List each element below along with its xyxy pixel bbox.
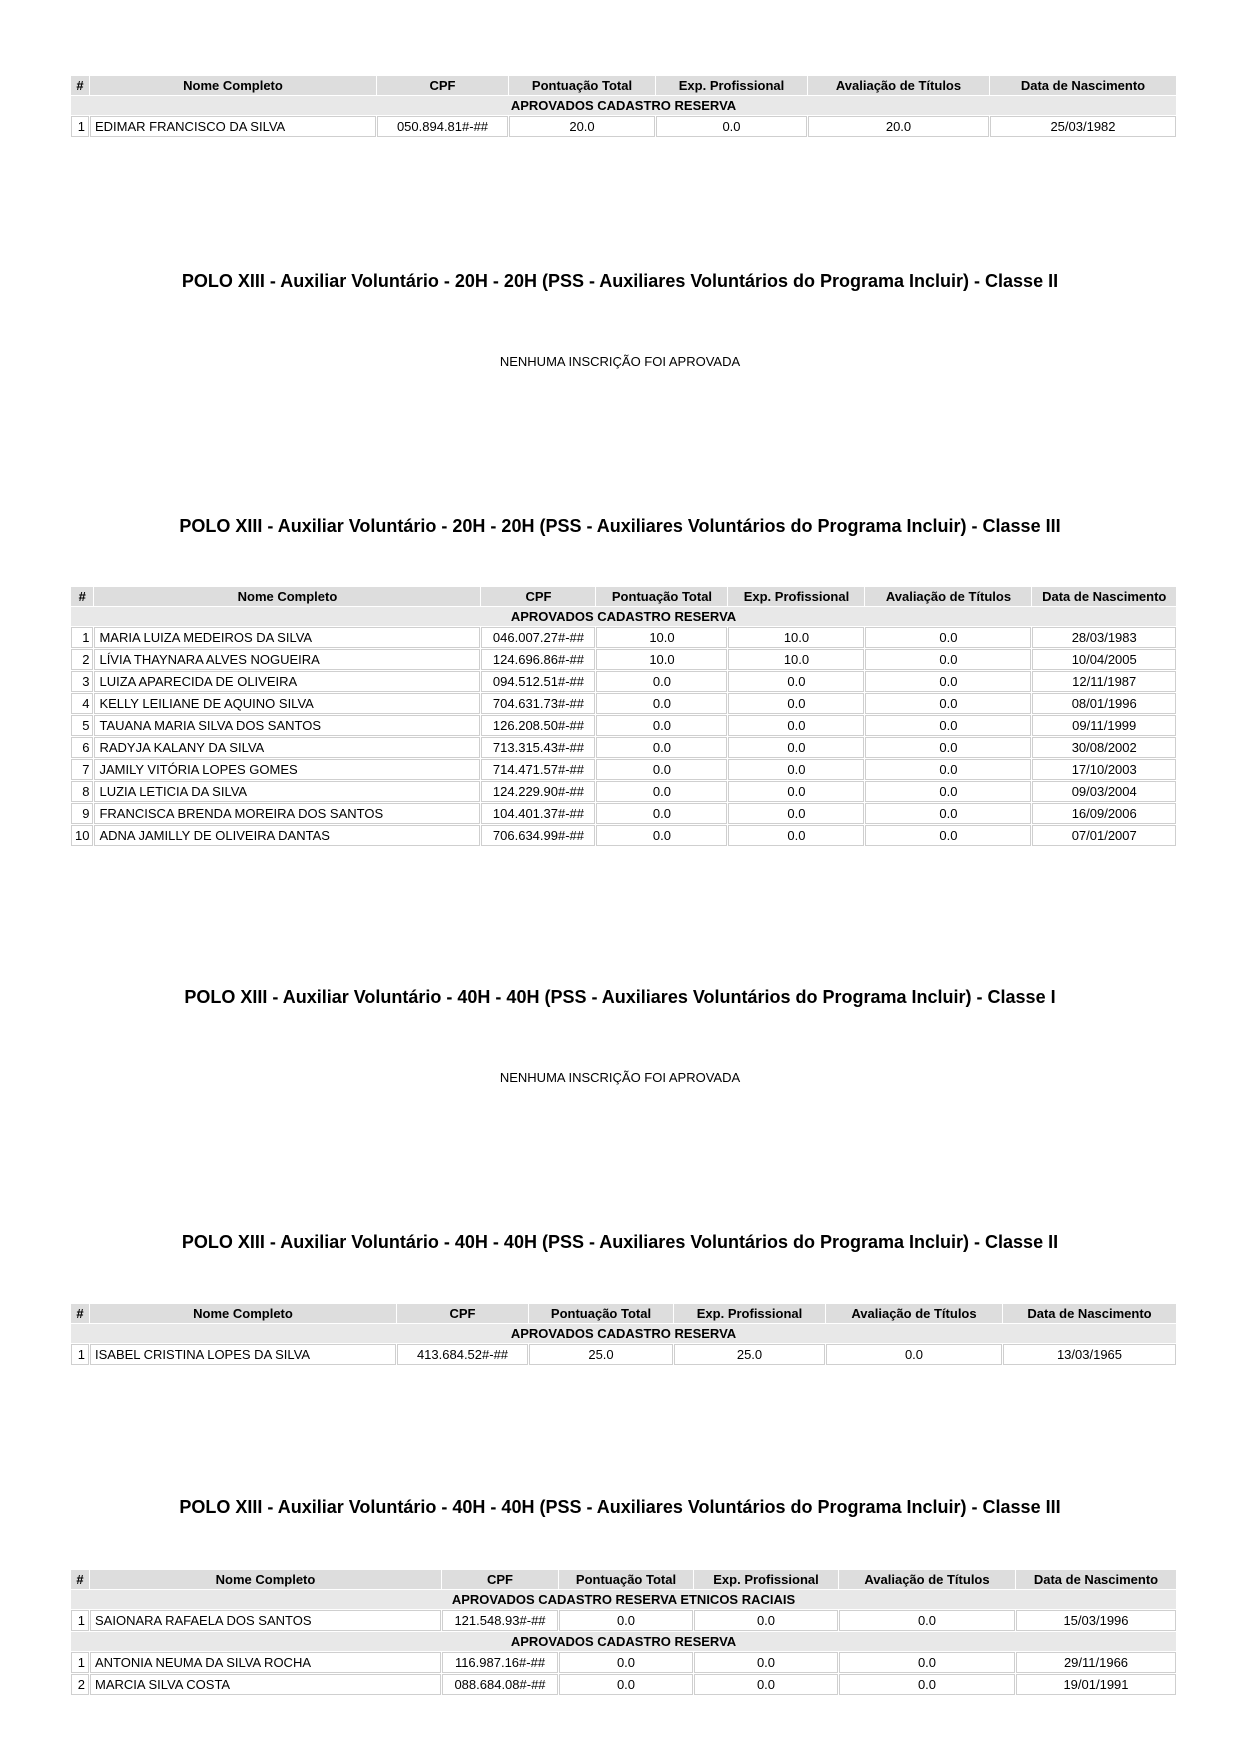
col-birth-header: Data de Nascimento bbox=[1016, 1570, 1176, 1589]
col-total-header: Pontuação Total bbox=[596, 587, 727, 606]
row-titles: 0.0 bbox=[865, 693, 1031, 714]
table-row bbox=[71, 116, 1176, 137]
row-exp: 0.0 bbox=[694, 1674, 838, 1695]
row-number: 1 bbox=[71, 1652, 89, 1673]
row-birth: 09/03/2004 bbox=[1032, 781, 1176, 802]
row-total: 0.0 bbox=[559, 1674, 693, 1695]
row-exp: 10.0 bbox=[728, 649, 864, 670]
table-row bbox=[71, 649, 1176, 670]
group-label: APROVADOS CADASTRO RESERVA bbox=[71, 1324, 1176, 1343]
row-cpf: 050.894.81#-## bbox=[377, 116, 508, 137]
row-number: 9 bbox=[71, 803, 93, 824]
row-total: 0.0 bbox=[596, 803, 727, 824]
row-number: 5 bbox=[71, 715, 93, 736]
table-header-row bbox=[71, 1570, 1176, 1589]
row-cpf: 046.007.27#-## bbox=[481, 627, 595, 648]
row-name: SAIONARA RAFAELA DOS SANTOS bbox=[90, 1610, 441, 1631]
row-titles: 0.0 bbox=[865, 649, 1031, 670]
section-title-40h-classe-i: POLO XIII - Auxiliar Voluntário - 40H - 40H (PSS - Auxiliares Voluntários do Programa Incluir) - Classe I bbox=[184, 987, 1056, 1007]
col-birth-header: Data de Nascimento bbox=[1003, 1304, 1176, 1323]
row-cpf: 124.696.86#-## bbox=[481, 649, 595, 670]
row-name: JAMILY VITÓRIA LOPES GOMES bbox=[94, 759, 480, 780]
col-name-header: Nome Completo bbox=[90, 76, 376, 95]
col-titles-header: Avaliação de Títulos bbox=[839, 1570, 1015, 1589]
table-row bbox=[71, 715, 1176, 736]
row-cpf: 413.684.52#-## bbox=[397, 1344, 528, 1365]
row-titles: 0.0 bbox=[865, 715, 1031, 736]
table-row bbox=[71, 759, 1176, 780]
group-label: APROVADOS CADASTRO RESERVA bbox=[71, 96, 1176, 115]
row-birth: 16/09/2006 bbox=[1032, 803, 1176, 824]
group-row bbox=[71, 1632, 1176, 1651]
row-name: LÍVIA THAYNARA ALVES NOGUEIRA bbox=[94, 649, 480, 670]
table-row bbox=[71, 1610, 1176, 1631]
col-cpf-header: CPF bbox=[377, 76, 508, 95]
col-exp-header: Exp. Profissional bbox=[728, 587, 864, 606]
row-cpf: 714.471.57#-## bbox=[481, 759, 595, 780]
col-cpf-header: CPF bbox=[481, 587, 595, 606]
results-table-top bbox=[70, 75, 1177, 138]
group-label: APROVADOS CADASTRO RESERVA bbox=[71, 607, 1176, 626]
row-birth: 30/08/2002 bbox=[1032, 737, 1176, 758]
table-row bbox=[71, 825, 1176, 846]
col-number-header: # bbox=[71, 587, 93, 606]
row-total: 0.0 bbox=[559, 1610, 693, 1631]
table-row bbox=[71, 737, 1176, 758]
col-number-header: # bbox=[71, 76, 89, 95]
row-number: 1 bbox=[71, 1610, 89, 1631]
col-cpf-header: CPF bbox=[397, 1304, 528, 1323]
row-total: 0.0 bbox=[596, 737, 727, 758]
col-number-header: # bbox=[71, 1570, 89, 1589]
col-exp-header: Exp. Profissional bbox=[674, 1304, 825, 1323]
row-name: ANTONIA NEUMA DA SILVA ROCHA bbox=[90, 1652, 441, 1673]
row-name: LUIZA APARECIDA DE OLIVEIRA bbox=[94, 671, 480, 692]
col-exp-header: Exp. Profissional bbox=[694, 1570, 838, 1589]
row-titles: 0.0 bbox=[839, 1610, 1015, 1631]
row-exp: 0.0 bbox=[694, 1610, 838, 1631]
table-header-row bbox=[71, 587, 1176, 606]
results-table-40h-classe-ii bbox=[70, 1303, 1177, 1366]
row-name: MARIA LUIZA MEDEIROS DA SILVA bbox=[94, 627, 480, 648]
row-birth: 10/04/2005 bbox=[1032, 649, 1176, 670]
row-exp: 10.0 bbox=[728, 627, 864, 648]
table-row bbox=[71, 1344, 1176, 1365]
table-header-row bbox=[71, 76, 1176, 95]
col-name-header: Nome Completo bbox=[90, 1304, 396, 1323]
row-exp: 0.0 bbox=[728, 693, 864, 714]
row-birth: 25/03/1982 bbox=[990, 116, 1176, 137]
group-row bbox=[71, 96, 1176, 115]
col-exp-header: Exp. Profissional bbox=[656, 76, 807, 95]
row-titles: 0.0 bbox=[865, 671, 1031, 692]
row-cpf: 104.401.37#-## bbox=[481, 803, 595, 824]
empty-message: NENHUMA INSCRIÇÃO FOI APROVADA bbox=[499, 1070, 741, 1085]
row-exp: 0.0 bbox=[656, 116, 807, 137]
col-birth-header: Data de Nascimento bbox=[1032, 587, 1176, 606]
results-table-40h-classe-iii bbox=[70, 1569, 1177, 1696]
row-titles: 0.0 bbox=[826, 1344, 1002, 1365]
row-birth: 12/11/1987 bbox=[1032, 671, 1176, 692]
row-cpf: 088.684.08#-## bbox=[442, 1674, 558, 1695]
row-birth: 09/11/1999 bbox=[1032, 715, 1176, 736]
col-name-header: Nome Completo bbox=[94, 587, 480, 606]
row-titles: 20.0 bbox=[808, 116, 989, 137]
row-titles: 0.0 bbox=[865, 803, 1031, 824]
row-cpf: 713.315.43#-## bbox=[481, 737, 595, 758]
row-cpf: 706.634.99#-## bbox=[481, 825, 595, 846]
row-birth: 07/01/2007 bbox=[1032, 825, 1176, 846]
col-titles-header: Avaliação de Títulos bbox=[865, 587, 1031, 606]
row-titles: 0.0 bbox=[839, 1652, 1015, 1673]
group-label: APROVADOS CADASTRO RESERVA bbox=[71, 1632, 1176, 1651]
row-name: ISABEL CRISTINA LOPES DA SILVA bbox=[90, 1344, 396, 1365]
row-exp: 0.0 bbox=[728, 715, 864, 736]
results-table-20h-classe-iii bbox=[70, 586, 1177, 847]
row-titles: 0.0 bbox=[839, 1674, 1015, 1695]
row-cpf: 121.548.93#-## bbox=[442, 1610, 558, 1631]
row-number: 8 bbox=[71, 781, 93, 802]
row-number: 7 bbox=[71, 759, 93, 780]
row-number: 1 bbox=[71, 627, 93, 648]
row-total: 10.0 bbox=[596, 627, 727, 648]
row-total: 0.0 bbox=[596, 671, 727, 692]
table-header-row bbox=[71, 1304, 1176, 1323]
row-number: 2 bbox=[71, 1674, 89, 1695]
row-name: TAUANA MARIA SILVA DOS SANTOS bbox=[94, 715, 480, 736]
row-cpf: 094.512.51#-## bbox=[481, 671, 595, 692]
group-label: APROVADOS CADASTRO RESERVA ETNICOS RACIAIS bbox=[71, 1590, 1176, 1609]
table-row bbox=[71, 671, 1176, 692]
row-name: KELLY LEILIANE DE AQUINO SILVA bbox=[94, 693, 480, 714]
row-number: 2 bbox=[71, 649, 93, 670]
row-birth: 13/03/1965 bbox=[1003, 1344, 1176, 1365]
row-birth: 17/10/2003 bbox=[1032, 759, 1176, 780]
row-number: 6 bbox=[71, 737, 93, 758]
row-cpf: 126.208.50#-## bbox=[481, 715, 595, 736]
row-exp: 0.0 bbox=[728, 671, 864, 692]
row-birth: 19/01/1991 bbox=[1016, 1674, 1176, 1695]
empty-message: NENHUMA INSCRIÇÃO FOI APROVADA bbox=[499, 354, 741, 369]
row-total: 0.0 bbox=[596, 759, 727, 780]
row-number: 3 bbox=[71, 671, 93, 692]
row-exp: 25.0 bbox=[674, 1344, 825, 1365]
col-cpf-header: CPF bbox=[442, 1570, 558, 1589]
row-birth: 08/01/1996 bbox=[1032, 693, 1176, 714]
row-total: 20.0 bbox=[509, 116, 655, 137]
row-exp: 0.0 bbox=[694, 1652, 838, 1673]
col-name-header: Nome Completo bbox=[90, 1570, 441, 1589]
col-total-header: Pontuação Total bbox=[559, 1570, 693, 1589]
row-name: EDIMAR FRANCISCO DA SILVA bbox=[90, 116, 376, 137]
col-total-header: Pontuação Total bbox=[529, 1304, 673, 1323]
row-total: 25.0 bbox=[529, 1344, 673, 1365]
row-name: RADYJA KALANY DA SILVA bbox=[94, 737, 480, 758]
section-title-20h-classe-iii: POLO XIII - Auxiliar Voluntário - 20H - 20H (PSS - Auxiliares Voluntários do Programa Incluir) - Classe III bbox=[179, 516, 1061, 536]
row-exp: 0.0 bbox=[728, 759, 864, 780]
row-cpf: 124.229.90#-## bbox=[481, 781, 595, 802]
table-row bbox=[71, 781, 1176, 802]
row-titles: 0.0 bbox=[865, 759, 1031, 780]
row-exp: 0.0 bbox=[728, 825, 864, 846]
row-birth: 29/11/1966 bbox=[1016, 1652, 1176, 1673]
row-titles: 0.0 bbox=[865, 627, 1031, 648]
row-name: MARCIA SILVA COSTA bbox=[90, 1674, 441, 1695]
table-row bbox=[71, 803, 1176, 824]
table-row bbox=[71, 1652, 1176, 1673]
row-total: 0.0 bbox=[559, 1652, 693, 1673]
row-total: 0.0 bbox=[596, 693, 727, 714]
row-cpf: 704.631.73#-## bbox=[481, 693, 595, 714]
col-total-header: Pontuação Total bbox=[509, 76, 655, 95]
row-total: 10.0 bbox=[596, 649, 727, 670]
group-row bbox=[71, 607, 1176, 626]
row-total: 0.0 bbox=[596, 825, 727, 846]
row-titles: 0.0 bbox=[865, 737, 1031, 758]
row-name: FRANCISCA BRENDA MOREIRA DOS SANTOS bbox=[94, 803, 480, 824]
col-titles-header: Avaliação de Títulos bbox=[808, 76, 989, 95]
row-total: 0.0 bbox=[596, 781, 727, 802]
col-number-header: # bbox=[71, 1304, 89, 1323]
row-name: ADNA JAMILLY DE OLIVEIRA DANTAS bbox=[94, 825, 480, 846]
row-name: LUZIA LETICIA DA SILVA bbox=[94, 781, 480, 802]
row-total: 0.0 bbox=[596, 715, 727, 736]
row-number: 4 bbox=[71, 693, 93, 714]
table-row bbox=[71, 1674, 1176, 1695]
group-row bbox=[71, 1324, 1176, 1343]
section-title-20h-classe-ii: POLO XIII - Auxiliar Voluntário - 20H - 20H (PSS - Auxiliares Voluntários do Programa Incluir) - Classe II bbox=[181, 271, 1059, 291]
row-exp: 0.0 bbox=[728, 781, 864, 802]
col-birth-header: Data de Nascimento bbox=[990, 76, 1176, 95]
row-number: 1 bbox=[71, 1344, 89, 1365]
group-row bbox=[71, 1590, 1176, 1609]
row-exp: 0.0 bbox=[728, 803, 864, 824]
row-cpf: 116.987.16#-## bbox=[442, 1652, 558, 1673]
row-birth: 15/03/1996 bbox=[1016, 1610, 1176, 1631]
table-row bbox=[71, 627, 1176, 648]
section-title-40h-classe-ii: POLO XIII - Auxiliar Voluntário - 40H - 40H (PSS - Auxiliares Voluntários do Programa Incluir) - Classe II bbox=[181, 1232, 1059, 1252]
row-exp: 0.0 bbox=[728, 737, 864, 758]
row-number: 1 bbox=[71, 116, 89, 137]
row-titles: 0.0 bbox=[865, 825, 1031, 846]
row-birth: 28/03/1983 bbox=[1032, 627, 1176, 648]
section-title-40h-classe-iii: POLO XIII - Auxiliar Voluntário - 40H - 40H (PSS - Auxiliares Voluntários do Programa Incluir) - Classe III bbox=[179, 1497, 1061, 1517]
row-titles: 0.0 bbox=[865, 781, 1031, 802]
row-number: 10 bbox=[71, 825, 93, 846]
table-row bbox=[71, 693, 1176, 714]
col-titles-header: Avaliação de Títulos bbox=[826, 1304, 1002, 1323]
